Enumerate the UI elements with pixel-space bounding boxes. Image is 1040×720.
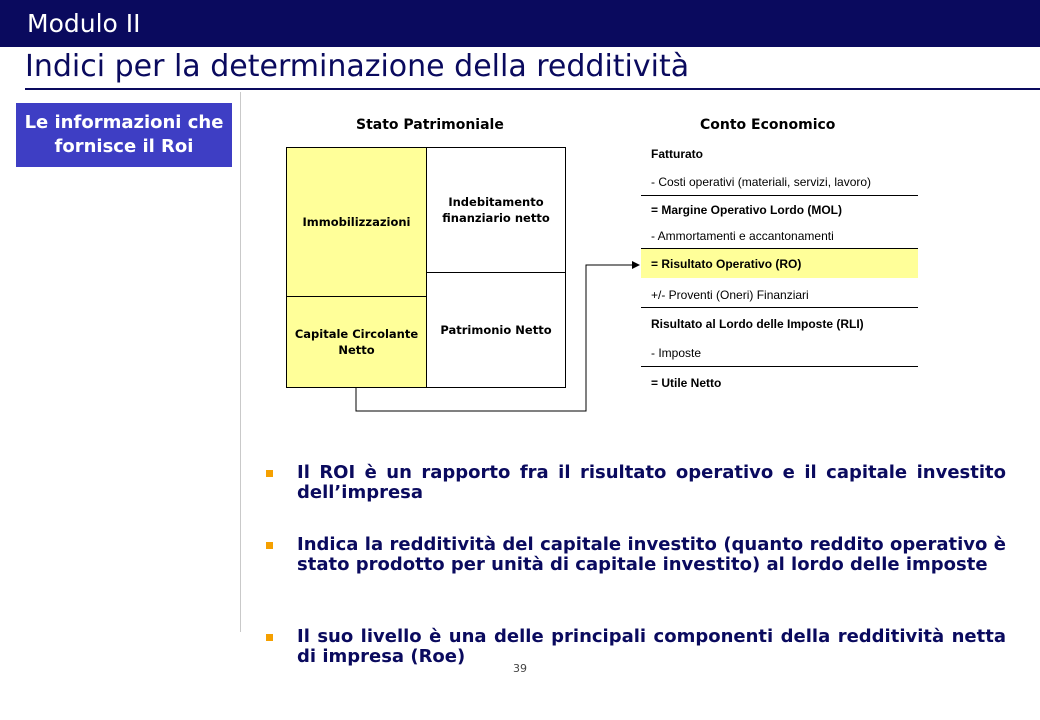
ce-item-fatturato: Fatturato (651, 147, 703, 161)
stato-patrimoniale-title: Stato Patrimoniale (356, 117, 504, 133)
bullet-item (266, 535, 1006, 575)
bullet-text: Il ROI è un rapporto fra il risultato operativo e il capitale investito dell’impresa (297, 462, 1006, 503)
capitale-circolante-label: Capitale Circolante Netto (294, 327, 419, 357)
ce-item-mol: = Margine Operativo Lordo (MOL) (651, 203, 843, 217)
bullet-marker-icon (266, 542, 273, 549)
ce-item-ammortamenti: - Ammortamenti e accantonamenti (651, 229, 834, 243)
bullet-text: Il suo livello è una delle principali componenti della redditività netta di impresa (Roe) (297, 626, 1006, 667)
page-number: 39 (513, 662, 527, 675)
roi-info-label: Le informazioni che fornisce il Roi (24, 112, 224, 157)
bullet-item (266, 463, 1006, 503)
ce-item-utile-netto: = Utile Netto (651, 376, 722, 390)
ce-item-costi-operativi: - Costi operativi (materiali, servizi, lavoro) (651, 175, 872, 189)
ce-item-proventi-oneri: +/- Proventi (Oneri) Finanziari (651, 288, 809, 302)
ce-item-risultato-operativo: = Risultato Operativo (RO) (641, 249, 918, 278)
ce-item-imposte: - Imposte (651, 346, 702, 360)
bullet-text: Indica la redditività del capitale investito (quanto reddito operativo è stato prodotto per unità di capitale investito) al lordo delle imposte (297, 534, 1006, 575)
immobilizzazioni-label: Immobilizzazioni (302, 215, 411, 229)
ce-item-rli: Risultato al Lordo delle Imposte (RLI) (651, 317, 864, 331)
patrimonio-netto-label: Patrimonio Netto (440, 323, 552, 337)
indebitamento-label: Indebitamento finanziario netto (442, 195, 550, 225)
module-label: Modulo II (27, 9, 141, 38)
page-title: Indici per la determinazione della redditività (25, 49, 690, 84)
ce-divider (641, 307, 918, 308)
ce-divider (641, 366, 918, 367)
bullet-item (266, 627, 1006, 667)
conto-economico-title: Conto Economico (700, 117, 836, 133)
ce-divider (641, 195, 918, 196)
bullet-marker-icon (266, 634, 273, 641)
bullet-marker-icon (266, 470, 273, 477)
